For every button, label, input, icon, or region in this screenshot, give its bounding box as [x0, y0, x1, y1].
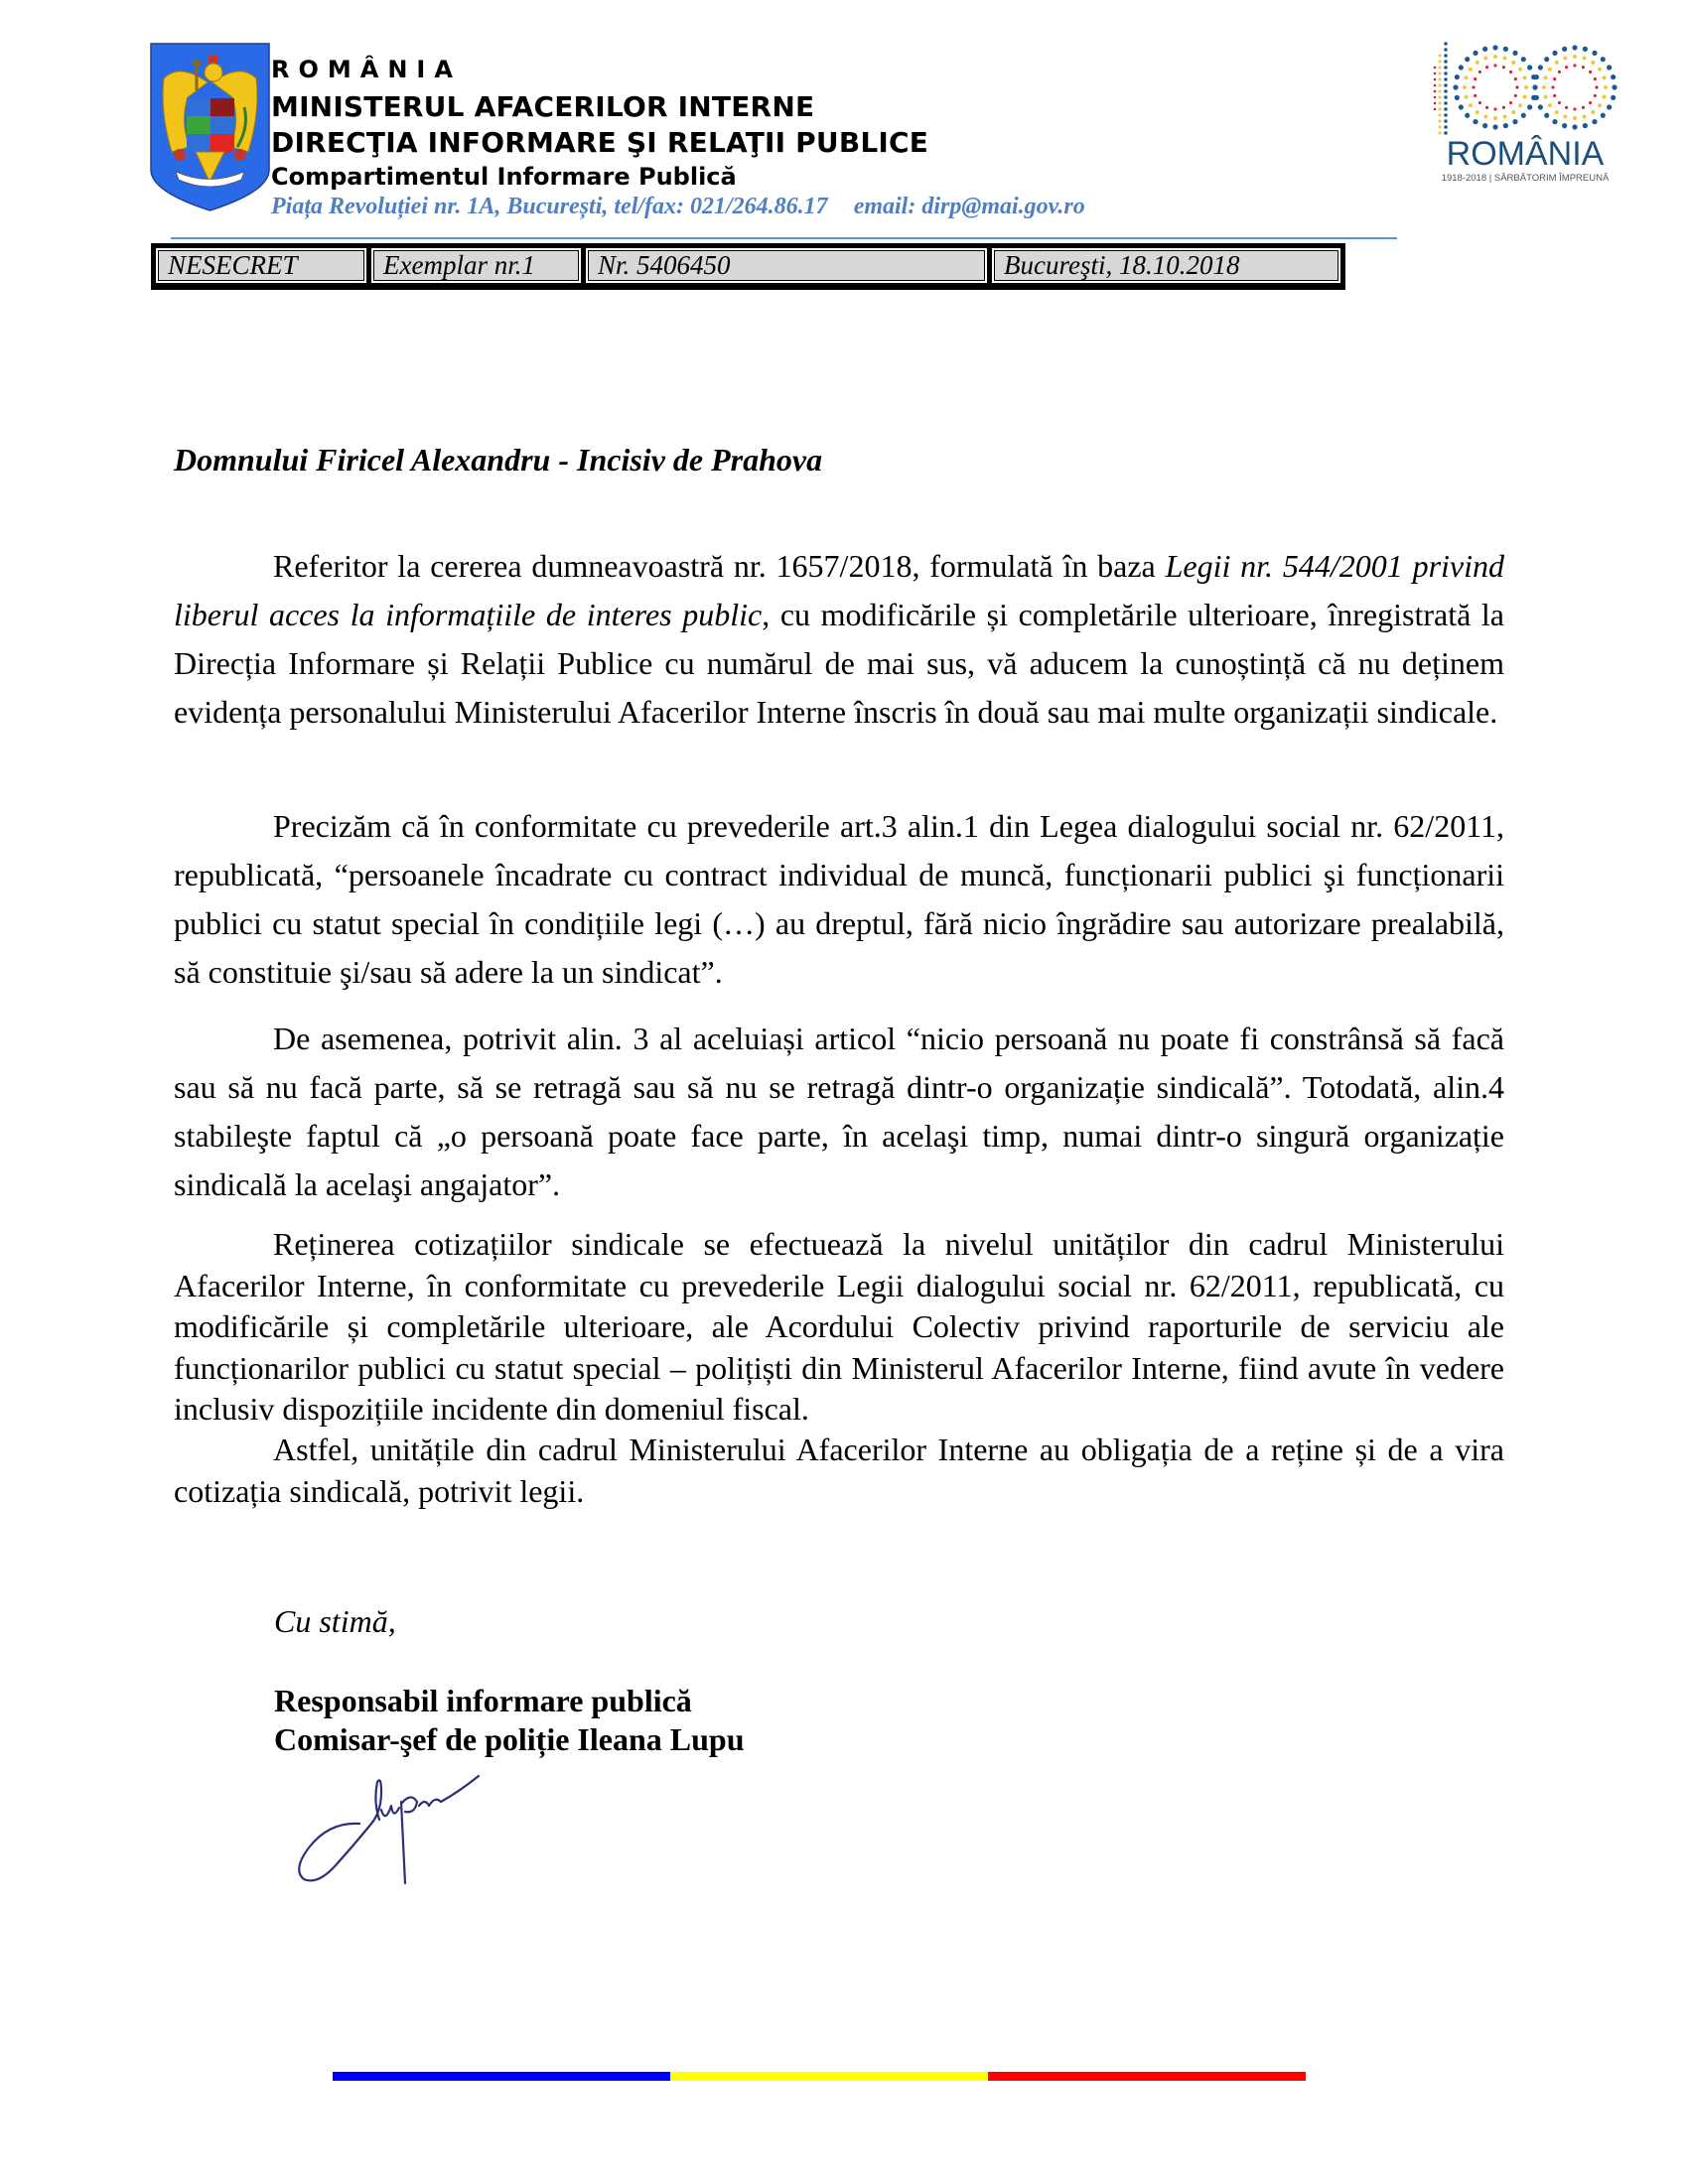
classification-cell: NESECRET	[156, 248, 366, 283]
logo-dot	[1444, 66, 1448, 69]
logo-dot	[1482, 47, 1487, 52]
logo-dot	[1573, 64, 1576, 67]
logo-dot	[1598, 103, 1602, 107]
logo-dot	[1538, 104, 1543, 109]
logo-dot	[1485, 66, 1488, 68]
logo-dot	[1444, 71, 1448, 75]
paragraph-1	[174, 542, 1504, 737]
logo-dot	[1444, 54, 1448, 58]
recipient-line: Domnului Firicel Alexandru - Incisiv de Prahova	[174, 442, 823, 478]
logo-dot	[1493, 55, 1497, 59]
paragraph-2	[174, 802, 1504, 997]
logo-dot	[1434, 72, 1437, 75]
romania-centenary-logo-icon	[1426, 36, 1624, 185]
logo-dot	[1444, 42, 1448, 46]
logo-dot	[1473, 51, 1477, 56]
paragraph-5-text: Astfel, unitățile din cadrul Ministerului Afacerilor Interne au obligația de a reține și de a vira cotizația sindicală, potrivit legii.	[174, 1432, 1504, 1509]
logo-dot	[1611, 95, 1616, 100]
closing-salutation: Cu stimă,	[274, 1603, 396, 1639]
logo-dot	[1542, 85, 1546, 89]
logo-dot	[1444, 101, 1448, 105]
logo-dot	[1473, 119, 1477, 124]
logo-dot	[1439, 108, 1442, 111]
logo-dot	[1502, 106, 1505, 109]
header-divider	[171, 237, 1397, 239]
logo-dot	[1502, 66, 1505, 68]
logo-dot	[1558, 101, 1561, 104]
logo-dot	[1459, 65, 1464, 69]
logo-dot	[1553, 94, 1556, 97]
logo-dot	[1444, 83, 1448, 87]
signatory-role: Responsabil informare publică	[274, 1683, 692, 1718]
place-date-cell: Bucureşti, 18.10.2018	[992, 248, 1340, 283]
header-country: ROMÂNIA	[271, 56, 462, 83]
logo-dot	[1589, 70, 1592, 73]
logo-dot	[1434, 96, 1437, 99]
logo-dot	[1503, 57, 1507, 61]
logo-dot	[1552, 51, 1557, 56]
logo-dot	[1565, 66, 1568, 68]
law-reference: Legii nr. 544/2001 privind liberul acces la informațiile de interes public	[174, 548, 1505, 632]
logo-dot	[1444, 77, 1448, 81]
logo-dot	[1509, 101, 1512, 104]
logo-dot	[1434, 108, 1437, 111]
logo-dot	[1563, 57, 1567, 61]
logo-dot	[1612, 84, 1617, 89]
logo-dot	[1439, 96, 1442, 99]
logo-dot	[1439, 72, 1442, 75]
paragraph-1-text-a: Referitor la cererea dumneavoastră nr. 1657/2018, formulată în baza	[273, 548, 1166, 584]
logo-dot	[1439, 61, 1442, 64]
logo-dot	[1514, 77, 1517, 80]
logo-dot	[1583, 123, 1588, 128]
logo-dot	[1492, 45, 1497, 50]
logo-dot	[1478, 101, 1481, 104]
logo-dot	[1602, 75, 1606, 79]
logo-dot	[1465, 95, 1469, 99]
logo-dot	[1594, 77, 1597, 80]
logo-dot	[1439, 67, 1442, 69]
logo-dot	[1472, 85, 1475, 88]
registration-number-cell: Nr. 5406450	[586, 248, 987, 283]
logo-dot	[1527, 104, 1532, 109]
logo-dot	[1551, 85, 1554, 88]
logo-dot	[1607, 65, 1612, 69]
footer-tricolor-bar	[333, 2072, 1306, 2081]
logo-dot	[1572, 124, 1577, 129]
logo-dot	[1538, 65, 1543, 69]
header-address: Piața Revoluției nr. 1A, București, tel/fax: 021/264.86.17	[271, 194, 828, 219]
logo-dot	[1518, 103, 1522, 107]
logo-dot	[1524, 85, 1528, 89]
paragraph-3	[174, 1015, 1504, 1209]
logo-dot	[1509, 70, 1512, 73]
logo-dot	[1483, 114, 1487, 118]
logo-dot	[1465, 75, 1469, 79]
paragraph-4-text: Reținerea cotizațiilor sindicale se efectuează la nivelul unităților din cadrul Ministerului Afacerilor Interne, în conformitate cu prevederile Legii dialogului social nr. 62/2011, republicată, cu modificările și completările ulterioare, ale Acordului Colectiv privind raporturile de serviciu ale funcționarilor publici cu statut special – polițiști din Ministerul Afacerilor Interne, fiind avute în vedere inclusiv dispozițiile incidente din domeniul fiscal.	[174, 1226, 1504, 1427]
paragraph-5	[174, 1430, 1504, 1512]
logo-dot	[1604, 85, 1608, 89]
logo-dot	[1607, 104, 1612, 109]
logo-dot	[1583, 57, 1587, 61]
logo-dot	[1522, 95, 1526, 99]
logo-dot	[1439, 55, 1442, 58]
logo-dot	[1573, 107, 1576, 110]
logo-dot	[1555, 110, 1559, 114]
logo-dot	[1444, 95, 1448, 99]
logo-dot	[1483, 57, 1487, 61]
logo-dot	[1444, 107, 1448, 111]
logo-dot	[1474, 94, 1477, 97]
logo-dot	[1589, 101, 1592, 104]
logo-dot	[1459, 104, 1464, 109]
logo-dot	[1544, 95, 1548, 99]
header-direction: DIRECŢIA INFORMARE ŞI RELAŢII PUBLICE	[271, 126, 929, 159]
logo-dot	[1601, 113, 1606, 118]
logo-dot	[1474, 77, 1477, 80]
logo-dot	[1434, 102, 1437, 105]
paragraph-1-text-b: , cu modificările și completările ulterioare, înregistrată la Direcția Informare și Relații Publice cu numărul de mai sus, vă aducem la cunoștință că nu deținem evidența personalului Ministerului Afacerilor Interne înscris în două sau mai multe organizații sindicale.	[174, 597, 1505, 730]
logo-dot	[1503, 123, 1508, 128]
logo-dot	[1469, 103, 1473, 107]
logo-dot	[1478, 70, 1481, 73]
logo-dot	[1515, 85, 1518, 88]
logo-dot	[1598, 68, 1602, 71]
logo-dot	[1553, 77, 1556, 80]
logo-dot	[1534, 74, 1539, 79]
paragraph-3-text: De asemenea, potrivit alin. 3 al aceluiași articol “nicio persoană nu poate fi constrânsă să facă sau să nu facă parte, să se retragă sau să nu se retragă dintr-o organizație sindicală”. Totodată, alin.4 stabileşte faptul că „o persoană poate face parte, în acelaşi timp, numai dintr-o singură organizație sindicală la acelaşi angajator”.	[174, 1021, 1504, 1202]
handwritten-signature-icon	[290, 1762, 489, 1889]
tricolor-blue	[333, 2072, 670, 2081]
logo-dot	[1444, 48, 1448, 52]
logo-dot	[1532, 84, 1537, 89]
logo-dot	[1476, 110, 1479, 114]
logo-dot	[1592, 119, 1597, 124]
signatory-name: Comisar-şef de poliție Ileana Lupu	[274, 1721, 745, 1757]
logo-dot	[1439, 78, 1442, 81]
logo-dot	[1591, 61, 1595, 65]
logo-dot	[1548, 103, 1552, 107]
logo-dot	[1562, 47, 1567, 52]
logo-dot	[1482, 123, 1487, 128]
logo-dot	[1503, 47, 1508, 52]
logo-dot	[1444, 125, 1448, 129]
logo-dot	[1562, 123, 1567, 128]
logo-dot	[1512, 119, 1517, 124]
logo-dot	[1493, 116, 1497, 120]
logo-dot	[1439, 132, 1442, 135]
logo-dot	[1544, 57, 1549, 62]
logo-dot	[1548, 68, 1552, 71]
copy-number-cell: Exemplar nr.1	[371, 248, 581, 283]
logo-dot	[1558, 70, 1561, 73]
logo-dot	[1434, 78, 1437, 81]
logo-dot	[1439, 90, 1442, 93]
logo-dot	[1439, 84, 1442, 87]
logo-dot	[1465, 113, 1470, 118]
paragraph-2-text: Precizăm că în conformitate cu prevederile art.3 alin.1 din Legea dialogului social nr. 62/2011, republicată, “persoanele încadrate cu contract individual de muncă, funcționarii publici şi funcționarii publici cu statut special în condițiile legi (…) au dreptul, fără nicio îngrădire sau autorizare prealabilă, să constituie şi/sau să adere la un sindicat”.	[174, 808, 1504, 990]
logo-dot	[1573, 116, 1577, 120]
document-meta-table	[151, 243, 1345, 290]
logo-dot	[1455, 74, 1460, 79]
logo-dot	[1511, 110, 1515, 114]
logo-dot	[1434, 67, 1437, 69]
logo-dot	[1493, 64, 1496, 67]
logo-dot	[1555, 61, 1559, 65]
logo-dot	[1563, 114, 1567, 118]
logo-dot	[1511, 61, 1515, 65]
logo-dot	[1592, 51, 1597, 56]
logo-dot	[1591, 110, 1595, 114]
logo-dot	[1534, 95, 1539, 100]
logo-dot	[1503, 114, 1507, 118]
logo-dot	[1552, 119, 1557, 124]
logo-dot	[1492, 124, 1497, 129]
logo-dot	[1565, 106, 1568, 109]
logo-dot	[1463, 85, 1467, 89]
header-contact-line	[271, 195, 1085, 218]
logo-dot	[1582, 106, 1585, 109]
logo-dot	[1521, 113, 1526, 118]
logo-dot	[1611, 74, 1616, 79]
logo-dot	[1434, 84, 1437, 87]
logo-dot	[1573, 55, 1577, 59]
logo-dot	[1444, 113, 1448, 117]
logo-dot	[1455, 95, 1460, 100]
tricolor-yellow	[670, 2072, 988, 2081]
logo-dot	[1544, 75, 1548, 79]
logo-dot	[1444, 119, 1448, 123]
logo-dot	[1434, 90, 1437, 93]
logo-dot	[1583, 114, 1587, 118]
logo-dot	[1582, 66, 1585, 68]
logo-dot	[1444, 89, 1448, 93]
logo-dot	[1439, 114, 1442, 117]
logo-dot	[1521, 57, 1526, 62]
paragraph-4	[174, 1224, 1504, 1431]
logo-dot	[1439, 120, 1442, 123]
header-ministry: MINISTERUL AFACERILOR INTERNE	[271, 90, 815, 123]
header-email[interactable]: email: dirp@mai.gov.ro	[853, 194, 1085, 219]
logo-dot	[1444, 60, 1448, 64]
logo-dot	[1527, 65, 1532, 69]
logo-dot	[1469, 68, 1473, 71]
logo-dot	[1465, 57, 1470, 62]
logo-dot	[1602, 95, 1606, 99]
logo-dot	[1544, 113, 1549, 118]
logo-dot	[1493, 107, 1496, 110]
logo-dot	[1595, 85, 1598, 88]
logo-dot	[1572, 45, 1577, 50]
header-department: Compartimentul Informare Publică	[271, 163, 737, 191]
logo-dot	[1439, 102, 1442, 105]
logo-dot	[1512, 51, 1517, 56]
logo-dot	[1518, 68, 1522, 71]
logo-dot	[1485, 106, 1488, 109]
logo-tagline: 1918-2018 | SĂRBĂTORIM ÎMPREUNĂ	[1441, 173, 1610, 184]
logo-dot	[1453, 84, 1458, 89]
logo-dot	[1601, 57, 1606, 62]
logo-dot	[1476, 61, 1479, 65]
tricolor-red	[988, 2072, 1306, 2081]
logo-dot	[1522, 75, 1526, 79]
logo-dot	[1583, 47, 1588, 52]
logo-dot	[1594, 94, 1597, 97]
logo-title: ROMÂNIA	[1446, 135, 1605, 173]
logo-dot	[1514, 94, 1517, 97]
logo-dot	[1439, 126, 1442, 129]
coat-of-arms-icon	[150, 43, 270, 211]
